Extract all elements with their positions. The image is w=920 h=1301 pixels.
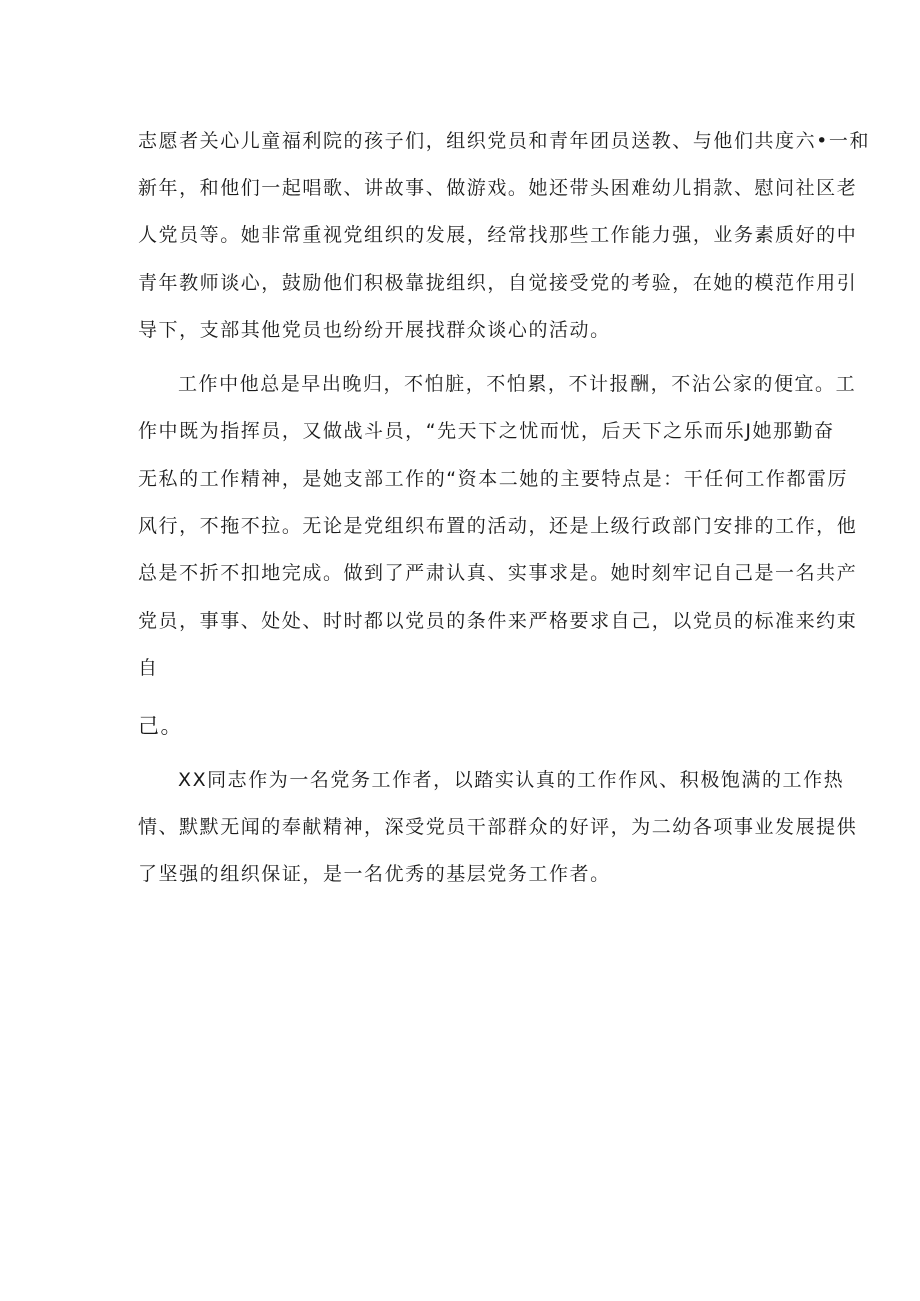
paragraph-3-line-1: XX同志作为一名党务工作者，以踏实认真的工作作风、积极饱满的工作热 [178, 769, 845, 791]
paragraph-2-line-3: 无私的工作精神，是她支部工作的“资本二她的主要特点是：干任何工作都雷厉 [138, 468, 849, 490]
paragraph-3-line-3: 了坚强的组织保证，是一名优秀的基层党务工作者。 [138, 863, 611, 885]
paragraph-1-line-4: 青年教师谈心，鼓励他们积极靠拢组织，自觉接受党的考验，在她的模范作用引 [138, 272, 858, 294]
paragraph-2-line-4: 风行，不拖不拉。无论是党组织布置的活动，还是上级行政部门安排的工作，他 [138, 515, 858, 537]
paragraph-2-line-2: 作中既为指挥员，又做战斗员，“先天下之忧而忧，后天下之乐而乐J她那勤奋 [138, 420, 835, 442]
paragraph-2-line-5: 总是不折不扣地完成。做到了严肃认真、实事求是。她时刻牢记自己是一名共产 [138, 562, 858, 584]
paragraph-1-line-1: 志愿者关心儿童福利院的孩子们，组织党员和青年团员送教、与他们共度六•一和 [138, 130, 871, 152]
paragraph-3-line-2: 情、默默无闻的奉献精神，深受党员干部群众的好评，为二幼各项事业发展提供 [138, 816, 858, 838]
paragraph-2-line-1: 工作中他总是早出晚归，不怕脏，不怕累，不计报酬，不沾公家的便宜。工 [178, 373, 857, 395]
paragraph-1-line-5: 导下，支部其他党员也纷纷开展找群众谈心的活动。 [138, 319, 611, 341]
paragraph-2-line-7: 自 [138, 657, 159, 679]
paragraph-1-line-3: 人党员等。她非常重视党组织的发展，经常找那些工作能力强，业务素质好的中 [138, 224, 858, 246]
paragraph-2-line-8: 己。 [138, 714, 184, 738]
paragraph-1-line-2: 新年，和他们一起唱歌、讲故事、做游戏。她还带头困难幼儿捐款、慰问社区老 [138, 177, 858, 199]
paragraph-2-line-6: 党员，事事、处处、时时都以党员的条件来严格要求自己，以党员的标准来约束 [138, 610, 858, 632]
